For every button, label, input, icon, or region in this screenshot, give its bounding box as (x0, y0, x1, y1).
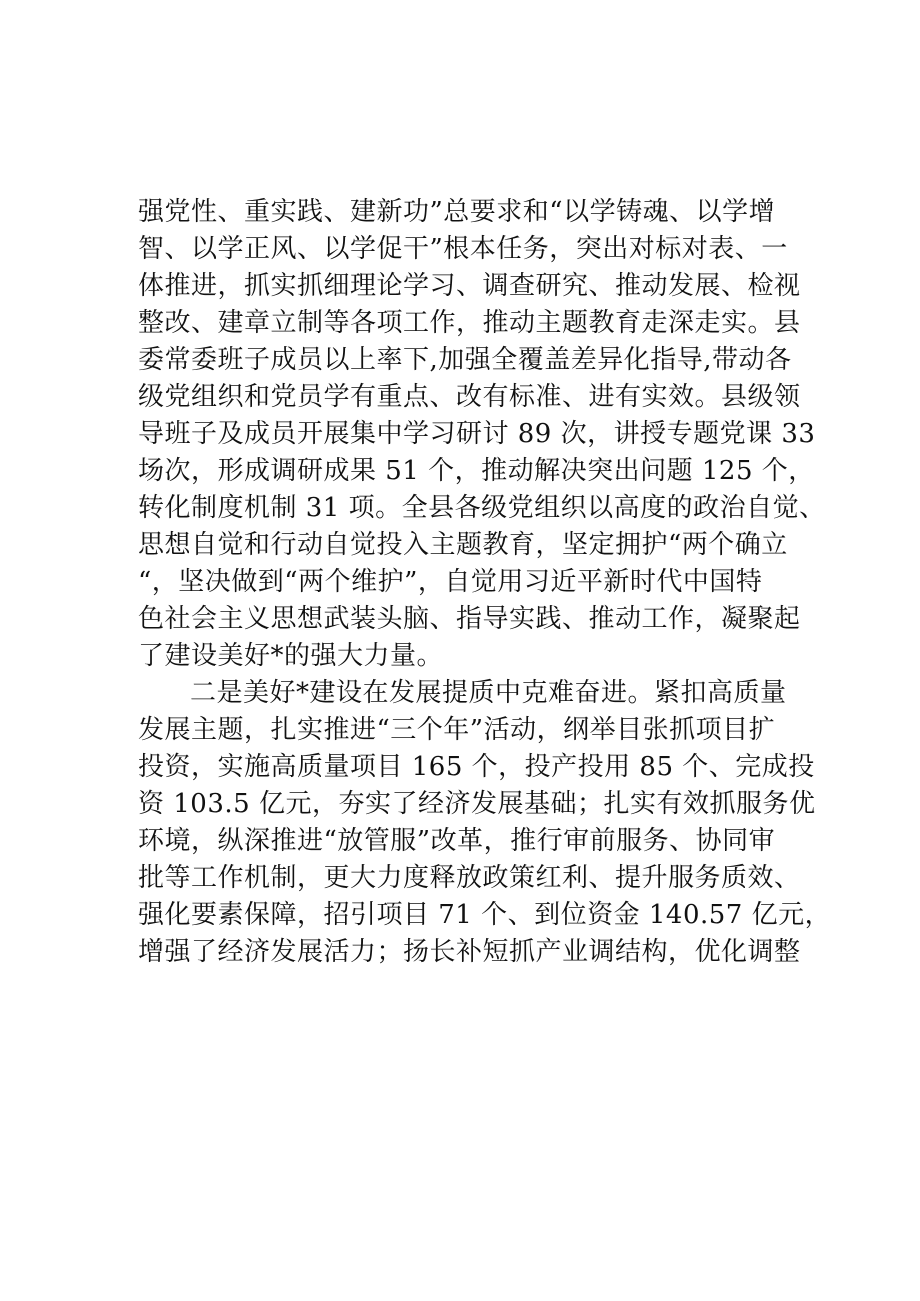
paragraph-1-line: 整改、建章立制等各项工作，推动主题教育走深走实。县 (138, 308, 801, 338)
paragraph-2-line: 批等工作机制，更大力度释放政策红利、提升服务质效、 (138, 863, 801, 893)
paragraph-1-line: 思想自觉和行动自觉投入主题教育，坚定拥护“两个确立 (138, 530, 788, 560)
paragraph-1-line: 了建设美好*的强大力量。 (138, 641, 444, 671)
document-body (138, 194, 832, 971)
paragraph-2-first-line: 二是美好*建设在发展提质中克难奋进。紧扣高质量 (190, 678, 787, 708)
paragraph-2-line: 强化要素保障，招引项目 71 个、到位资金 140.57 亿元， (138, 900, 832, 930)
paragraph-1-line: 级党组织和党员学有重点、改有标准、进有实效。县级领 (138, 382, 801, 412)
paragraph-1-line: 场次，形成调研成果 51 个，推动解决突出问题 125 个， (138, 456, 815, 486)
paragraph-2-line: 发展主题，扎实推进“三个年”活动，纲举目张抓项目扩 (138, 715, 776, 745)
paragraph-1-line: 导班子及成员开展集中学习研讨 89 次，讲授专题党课 33 (138, 419, 816, 449)
paragraph-1 (138, 194, 826, 675)
paragraph-2-line: 资 103.5 亿元，夯实了经济发展基础；扎实有效抓服务优 (138, 789, 816, 819)
paragraph-1-line: “，坚决做到“两个维护”，自觉用习近平新时代中国特 (138, 567, 763, 597)
paragraph-1-line: 智、以学正风、以学促干”根本任务，突出对标对表、一 (138, 234, 788, 264)
paragraph-1-line: 转化制度机制 31 项。全县各级党组织以高度的政治自觉、 (138, 493, 826, 523)
paragraph-1-line: 色社会主义思想武装头脑、指导实践、推动工作，凝聚起 (138, 604, 801, 634)
paragraph-2-line: 环境，纵深推进“放管服”改革，推行审前服务、协同审 (138, 826, 776, 856)
paragraph-1-line: 体推进，抓实抓细理论学习、调查研究、推动发展、检视 (138, 271, 801, 301)
paragraph-2 (138, 675, 832, 971)
paragraph-2-line: 增强了经济发展活力；扬长补短抓产业调结构，优化调整 (138, 937, 801, 967)
paragraph-2-line: 投资，实施高质量项目 165 个，投产投用 85 个、完成投 (138, 752, 815, 782)
paragraph-1-line: 委常委班子成员以上率下,加强全覆盖差异化指导,带动各 (138, 345, 792, 375)
paragraph-1-line: 强党性、重实践、建新功”总要求和“以学铸魂、以学增 (138, 197, 776, 227)
